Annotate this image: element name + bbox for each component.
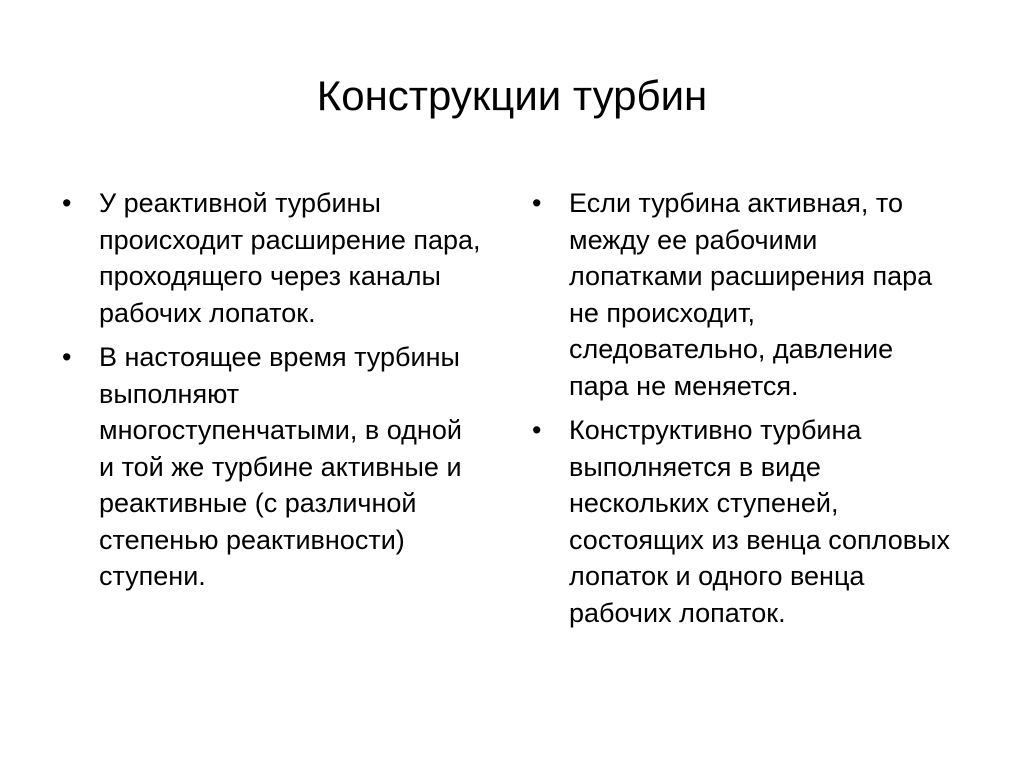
bullet-icon: • — [532, 188, 542, 218]
bullet-text: Конструктивно турбина выполняется в виде нескольких ступеней, состоящих из венца сопловых лопаток и одного венца рабочих лопаток. — [569, 415, 950, 628]
bullet-item — [62, 339, 482, 595]
bullet-text: У реактивной турбины происходит расширение пара, проходящего через каналы рабочих лопаток. — [99, 188, 481, 328]
bullet-item — [62, 185, 482, 331]
bullet-icon: • — [532, 415, 542, 445]
bullet-icon: • — [62, 188, 72, 218]
bullet-icon: • — [62, 342, 72, 372]
right-bullet-list — [532, 185, 952, 639]
bullet-text: В настоящее время турбины выполняют многоступенчатыми, в одной и той же турбине активные и реактивные (с различной степенью реактивности) ступени. — [99, 342, 462, 591]
slide-title: Конструкции турбин — [316, 72, 708, 119]
bullet-item — [532, 185, 952, 404]
bullet-text: Если турбина активная, то между ее рабочими лопатками расширения пара не происходит, следовательно, давление пара не меняется. — [569, 188, 933, 401]
left-bullet-list — [62, 185, 482, 603]
bullet-item — [532, 412, 952, 631]
